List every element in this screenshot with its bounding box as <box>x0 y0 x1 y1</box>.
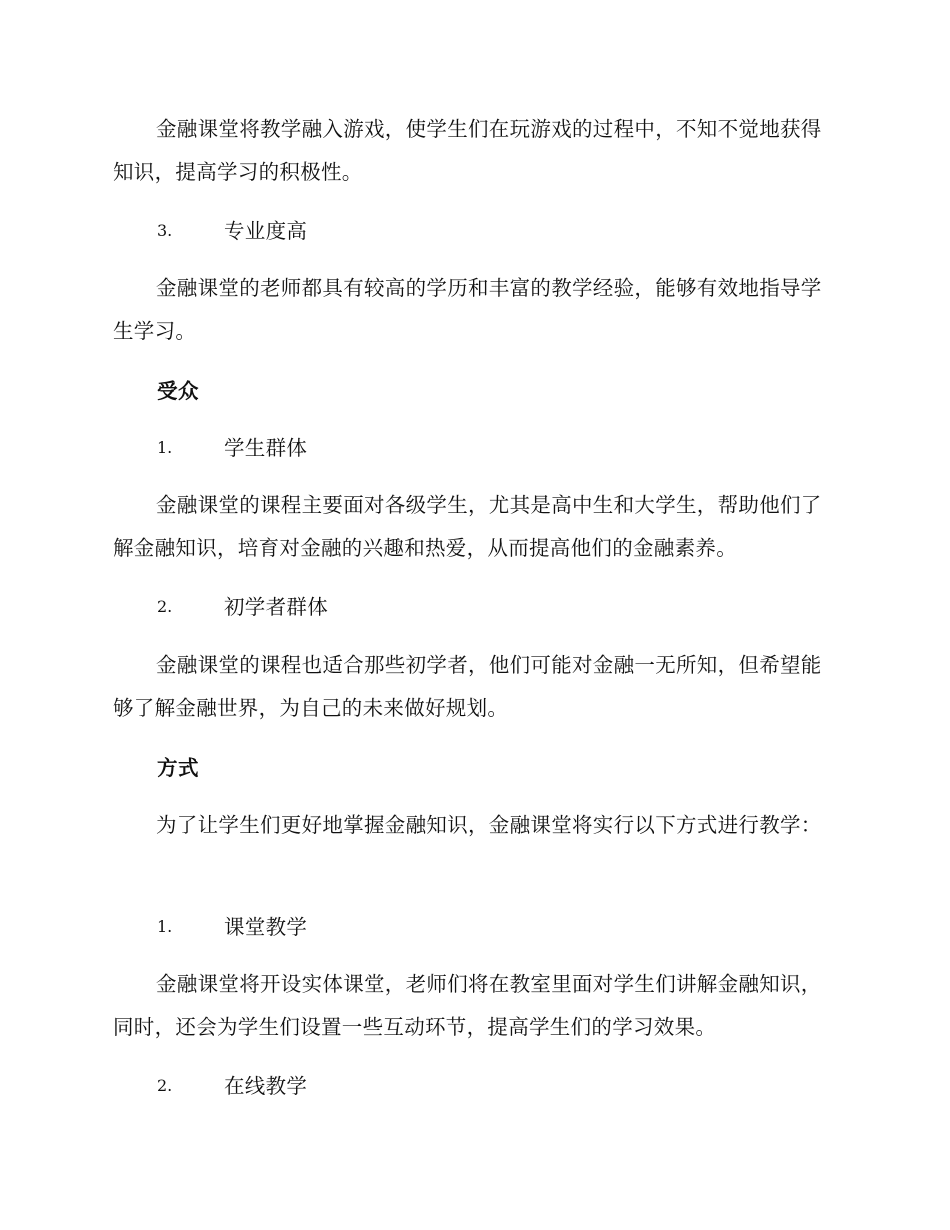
paragraph-beginners: 金融课堂的课程也适合那些初学者，他们可能对金融一无所知，但希望能够了解金融世界，为自己的未来做好规划。 <box>113 653 822 720</box>
section-heading-audience: 受众 <box>157 379 199 403</box>
list-number: 2. <box>157 1076 173 1095</box>
list-number: 1. <box>157 438 173 457</box>
paragraph-teachers: 金融课堂的老师都具有较高的学历和丰富的教学经验，能够有效地指导学生学习。 <box>113 276 822 343</box>
paragraph-game-learning: 金融课堂将教学融入游戏，使学生们在玩游戏的过程中，不知不觉地获得知识，提高学习的积极性。 <box>113 117 822 184</box>
section-heading-method: 方式 <box>157 756 199 780</box>
paragraph-classroom: 金融课堂将开设实体课堂，老师们将在教室里面对学生们讲解金融知识，同时，还会为学生们设置一些互动环节，提高学生们的学习效果。 <box>113 972 822 1039</box>
list-number: 2. <box>157 597 173 616</box>
paragraph-method-intro: 为了让学生们更好地掌握金融知识，金融课堂将实行以下方式进行教学： <box>156 813 822 837</box>
list-label: 在线教学 <box>224 1074 308 1098</box>
list-label: 初学者群体 <box>224 595 328 619</box>
list-label: 课堂教学 <box>224 915 308 939</box>
list-label: 学生群体 <box>224 436 308 460</box>
list-number: 1. <box>157 917 173 936</box>
paragraph-students: 金融课堂的课程主要面对各级学生，尤其是高中生和大学生，帮助他们了解金融知识，培育对金融的兴趣和热爱，从而提高他们的金融素养。 <box>113 493 822 560</box>
list-label: 专业度高 <box>224 219 308 243</box>
list-number: 3. <box>157 221 173 240</box>
